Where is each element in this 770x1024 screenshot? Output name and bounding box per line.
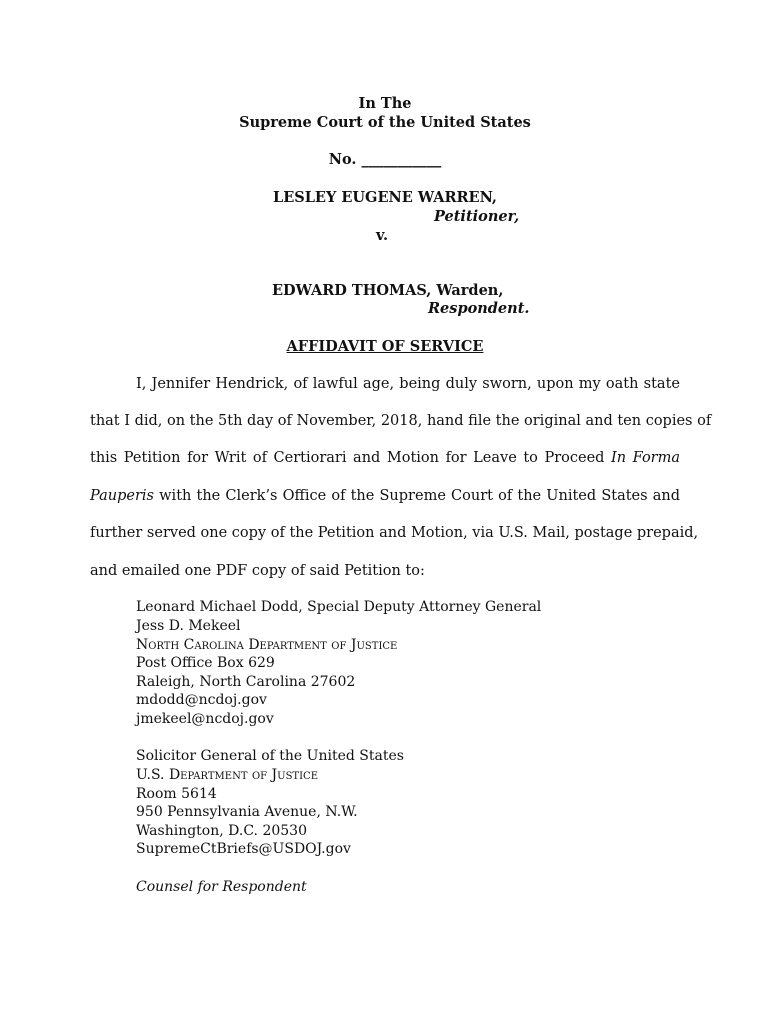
document-title: AFFIDAVIT OF SERVICE xyxy=(286,338,484,355)
body-line-1: I, Jennifer Hendrick, of lawful age, being duly sworn, upon my oath state xyxy=(136,376,680,392)
petitioner-role: Petitioner, xyxy=(434,208,520,225)
respondent-name: EDWARD THOMAS, Warden, xyxy=(272,282,504,299)
recipient-1-line-1: Leonard Michael Dodd, Special Deputy Attorney General xyxy=(136,599,542,615)
recipient-2-line-2: U.S. Department of Justice xyxy=(136,767,318,783)
pauperis-text: Pauperis xyxy=(90,488,154,504)
body-line-3 xyxy=(90,449,680,467)
recipient-1-line-2: Jess D. Mekeel xyxy=(136,618,241,634)
recipient-1-line-4: Post Office Box 629 xyxy=(136,655,275,671)
body-line-6: and emailed one PDF copy of said Petition to: xyxy=(90,563,425,579)
petitioner-name: LESLEY EUGENE WARREN, xyxy=(273,189,497,206)
body-line-5: further served one copy of the Petition and Motion, via U.S. Mail, postage prepaid, xyxy=(90,525,699,541)
case-number: No. ___________ xyxy=(328,151,442,168)
recipient-1-email-1: mdodd@ncdoj.gov xyxy=(136,692,267,708)
recipient-2-line-3: Room 5614 xyxy=(136,786,217,802)
body-line-3-text: this Petition for Writ of Certiorari and Motion for Leave to Proceed xyxy=(90,450,605,466)
recipient-1-line-3: North Carolina Department of Justice xyxy=(136,637,398,653)
court-line-1: In The xyxy=(358,95,412,112)
in-forma-text: In Forma xyxy=(611,450,681,466)
recipient-2-line-1: Solicitor General of the United States xyxy=(136,748,404,764)
body-line-4-text: with the Clerk’s Office of the Supreme Court of the United States and xyxy=(159,488,681,504)
respondent-role: Respondent. xyxy=(428,300,530,317)
recipient-1-line-5: Raleigh, North Carolina 27602 xyxy=(136,674,356,690)
recipient-2-email: SupremeCtBriefs@USDOJ.gov xyxy=(136,841,351,857)
body-line-4 xyxy=(90,487,680,505)
recipient-1-email-2: jmekeel@ncdoj.gov xyxy=(136,711,274,727)
recipient-2-line-4: 950 Pennsylvania Avenue, N.W. xyxy=(136,804,358,820)
recipient-2-line-5: Washington, D.C. 20530 xyxy=(136,823,307,839)
counsel-label: Counsel for Respondent xyxy=(136,879,307,895)
versus: v. xyxy=(376,227,389,244)
body-line-2: that I did, on the 5th day of November, 2018, hand file the original and ten copies of xyxy=(90,413,712,429)
court-line-2: Supreme Court of the United States xyxy=(239,114,531,131)
